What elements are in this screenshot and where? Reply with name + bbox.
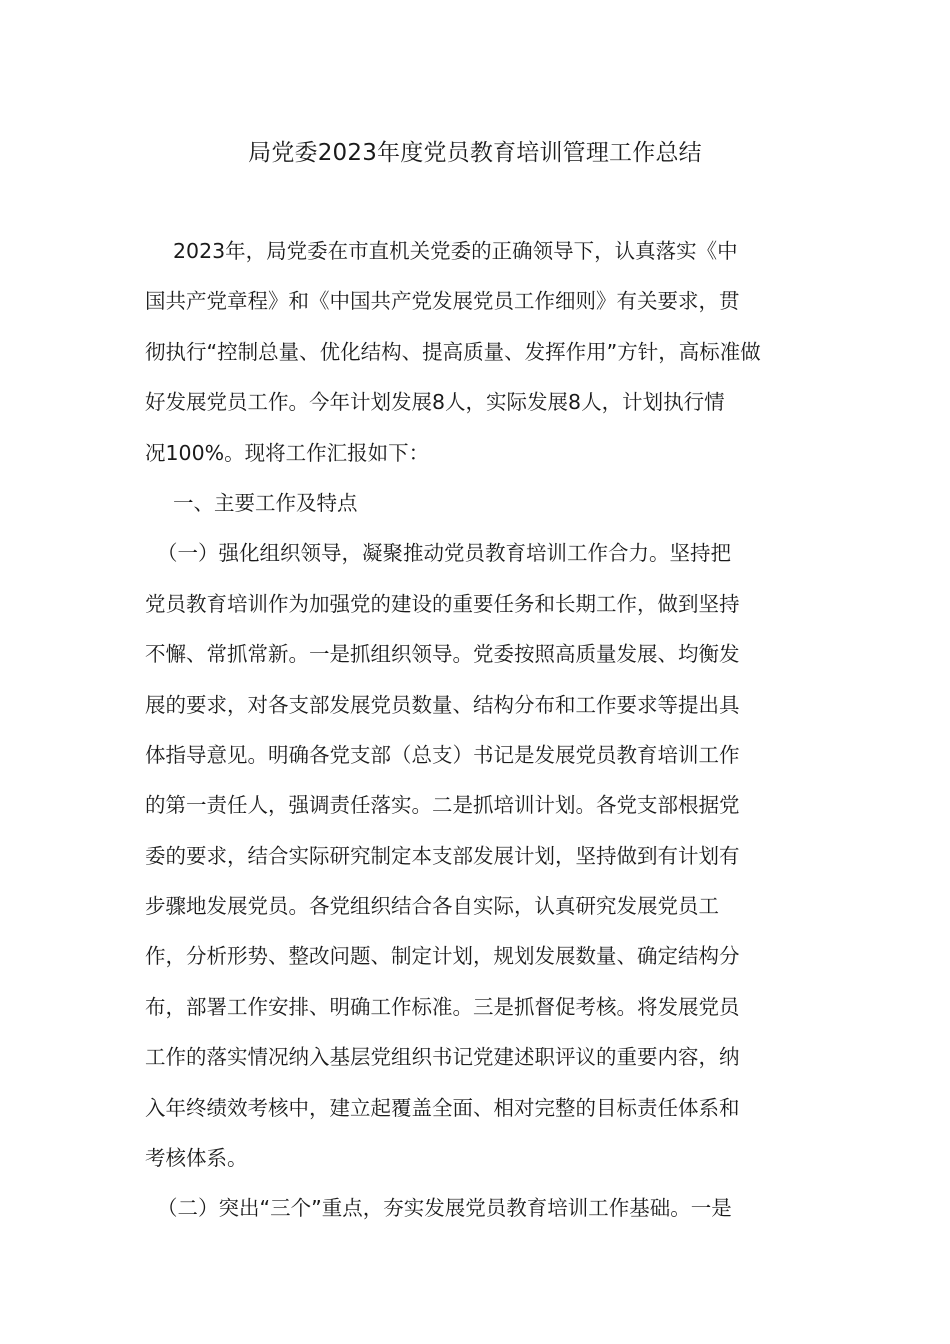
paragraph-line: 好发展党员工作。今年计划发展8人，实际发展8人，计划执行情	[145, 390, 725, 415]
document-body	[145, 231, 807, 1239]
paragraph-line: 不懈、常抓常新。一是抓组织领导。党委按照高质量发展、均衡发	[145, 642, 740, 667]
section-heading: 一、主要工作及特点	[173, 490, 358, 515]
paragraph-line: 步骤地发展党员。各党组织结合各自实际，认真研究发展党员工	[145, 894, 719, 919]
paragraph-line: 况100%。现将工作汇报如下：	[145, 440, 430, 465]
paragraph-line: 2023年，局党委在市直机关党委的正确领导下，认真落实《中	[173, 239, 738, 263]
paragraph-line: 考核体系。	[145, 1146, 248, 1171]
paragraph-line: 体指导意见。明确各党支部（总支）书记是发展党员教育培训工作	[145, 742, 740, 767]
paragraph-line: 委的要求，结合实际研究制定本支部发展计划，坚持做到有计划有	[145, 843, 740, 868]
subsection-line: （二）突出“三个”重点，夯实发展党员教育培训工作基础。一是	[157, 1196, 732, 1221]
paragraph-line: 国共产党章程》和《中国共产党发展党员工作细则》有关要求，贯	[145, 289, 740, 314]
paragraph-line: 党员教育培训作为加强党的建设的重要任务和长期工作，做到坚持	[145, 591, 740, 616]
paragraph-line: 作，分析形势、整改问题、制定计划，规划发展数量、确定结构分	[145, 944, 740, 969]
document-title: 局党委2023年度党员教育培训管理工作总结	[248, 140, 702, 166]
paragraph-line: 布，部署工作安排、明确工作标准。三是抓督促考核。将发展党员	[145, 994, 740, 1019]
paragraph-line: 展的要求，对各支部发展党员数量、结构分布和工作要求等提出具	[145, 692, 740, 717]
paragraph-line: 彻执行“控制总量、优化结构、提高质量、发挥作用”方针，高标准做	[145, 339, 761, 364]
paragraph-line: 工作的落实情况纳入基层党组织书记党建述职评议的重要内容，纳	[145, 1045, 740, 1070]
subsection-line: （一）强化组织领导，凝聚推动党员教育培训工作合力。坚持把	[157, 541, 731, 566]
paragraph-line: 入年终绩效考核中，建立起覆盖全面、相对完整的目标责任体系和	[145, 1095, 740, 1120]
paragraph-line: 的第一责任人，强调责任落实。二是抓培训计划。各党支部根据党	[145, 793, 740, 818]
